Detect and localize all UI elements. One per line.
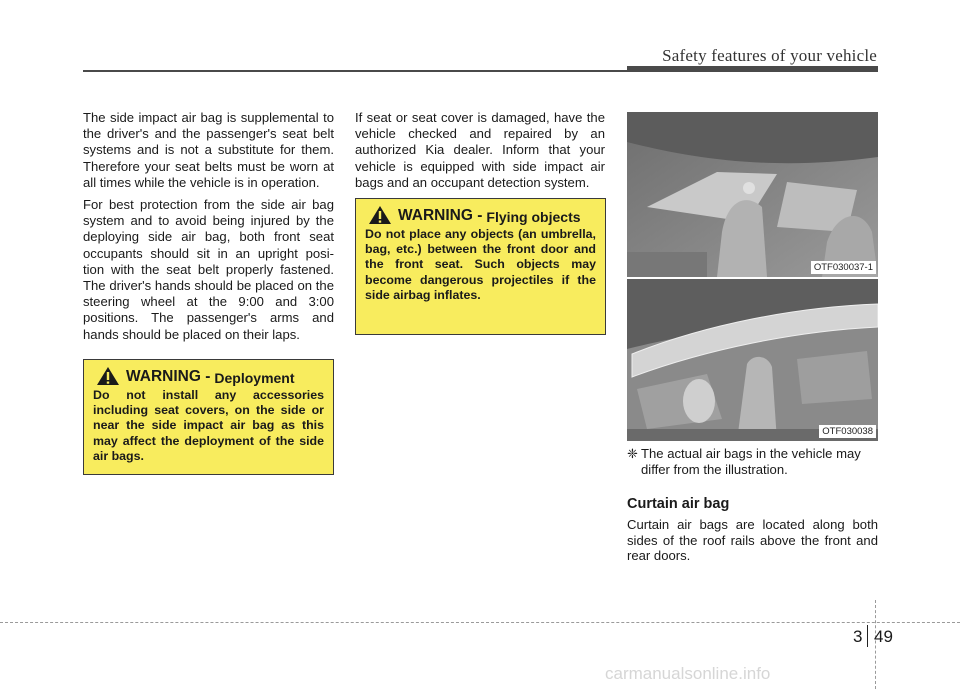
footer-dashed-rule	[0, 622, 960, 623]
warning-triangle-icon	[368, 205, 392, 225]
warning-body: Do not place any objects (an umbrella, bag, etc.) between the front door and the front seat. Such objects may become dangerous projectiles if the side airbag inflates.	[365, 227, 596, 302]
page-number-divider	[867, 625, 868, 647]
warning-box-deployment	[83, 359, 334, 475]
section-heading: Curtain air bag	[627, 496, 730, 512]
warning-topic: Flying objects	[486, 209, 581, 225]
paragraph-best-protection: For best protection from the side air bag system and to avoid being injured by the deploying side air bag, both front seat occupants should sit in an upright posi- tion with the seat belt properly fastened. The driver's hands should be placed on the steering wheel at the 9:00 and 3:00 positions. The passenger's arms and hands should be placed on their laps.	[83, 197, 334, 342]
paragraph-seat-damage: If seat or seat cover is damaged, have the vehicle checked and repaired by an authorized Kia dealer. Inform that your vehicle is equipped with side impact air bags and an occupant detection system.	[355, 110, 605, 190]
header-rule-accent	[627, 66, 878, 72]
warning-label: WARNING -	[398, 207, 483, 224]
warning-header	[365, 205, 596, 225]
image-code: OTF030038	[819, 425, 876, 438]
car-interior-image	[627, 279, 878, 441]
note-text: The actual air bags in the vehicle may differ from the illustration.	[641, 446, 861, 477]
page-number: 49	[874, 627, 893, 646]
warning-label: WARNING -	[126, 368, 211, 385]
warning-header	[93, 366, 324, 386]
paragraph-supplemental: The side impact air bag is supplemental to the driver's and the passenger's seat belt systems and is not a substitute for them. Therefore your seat belts must be worn at all times while the vehicle is in operation.	[83, 110, 334, 190]
image-code: OTF030037-1	[811, 261, 876, 274]
section-body: Curtain air bags are located along both sides of the roof rails above the front and rear doors.	[627, 517, 878, 564]
car-interior-image	[627, 112, 878, 277]
page-header-title: Safety features of your vehicle	[662, 46, 877, 65]
warning-topic: Deployment	[214, 370, 295, 386]
illustration-note	[627, 446, 878, 478]
warning-triangle-icon	[96, 366, 120, 386]
column-left	[83, 110, 334, 349]
illustration-side-airbag	[627, 112, 878, 277]
note-symbol-icon: ❈	[627, 446, 638, 461]
column-middle	[355, 110, 605, 197]
chapter-number: 3	[853, 627, 863, 646]
warning-body: Do not install any accessories including seat covers, on the side or near the side impact air bag as this may affect the deployment of the side air bags.	[93, 388, 324, 463]
warning-box-flying-objects	[355, 198, 606, 335]
watermark: carmanualsonline.info	[605, 664, 771, 683]
illustration-curtain-airbag	[627, 279, 878, 441]
